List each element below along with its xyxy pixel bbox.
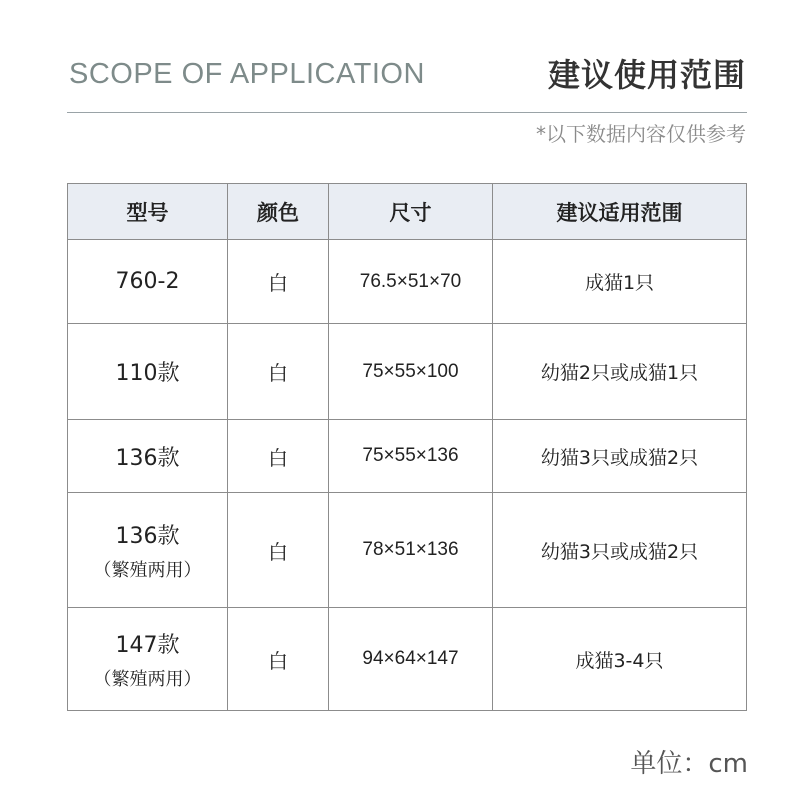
range-cell: 幼猫3只或成猫2只 [493, 493, 747, 608]
model-cell [68, 493, 228, 608]
range-cell: 幼猫3只或成猫2只 [493, 420, 747, 493]
model-cell [68, 608, 228, 711]
range-cell: 成猫1只 [493, 240, 747, 324]
column-header-size: 尺寸 [329, 184, 493, 240]
table-row [68, 324, 747, 420]
model-cell [68, 240, 228, 324]
size-cell: 78×51×136 [329, 493, 493, 608]
color-cell: 白 [228, 608, 329, 711]
model-subtitle: （繁殖两用） [93, 668, 202, 690]
size-cell: 94×64×147 [329, 608, 493, 711]
size-cell: 75×55×100 [329, 324, 493, 420]
table-row [68, 420, 747, 493]
column-header-color: 颜色 [228, 184, 329, 240]
range-cell: 成猫3-4只 [493, 608, 747, 711]
column-header-range: 建议适用范围 [493, 184, 747, 240]
model-name: 136款 [115, 445, 180, 471]
chinese-title: 建议使用范围 [547, 56, 746, 94]
header-divider [67, 112, 747, 113]
model-name: 136款 [115, 523, 180, 549]
unit-label: 单位：cm [630, 749, 748, 779]
table-row [68, 493, 747, 608]
model-name: 110款 [115, 361, 180, 386]
model-name: 760-2 [115, 269, 180, 294]
color-cell: 白 [228, 324, 329, 420]
range-cell: 幼猫2只或成猫1只 [493, 324, 747, 420]
size-cell: 76.5×51×70 [329, 240, 493, 324]
model-subtitle: （繁殖两用） [93, 559, 202, 581]
table-row [68, 608, 747, 711]
color-cell: 白 [228, 240, 329, 324]
color-cell: 白 [228, 420, 329, 493]
model-cell [68, 420, 228, 493]
color-cell: 白 [228, 493, 329, 608]
column-header-model: 型号 [68, 184, 228, 240]
spec-table [67, 183, 747, 711]
reference-note: *以下数据内容仅供参考 [536, 122, 746, 146]
model-name: 147款 [115, 632, 180, 658]
table-row [68, 240, 747, 324]
model-cell [68, 324, 228, 420]
size-cell: 75×55×136 [329, 420, 493, 493]
table-header-row [68, 184, 747, 240]
english-title: SCOPE OF APPLICATION [69, 58, 425, 90]
